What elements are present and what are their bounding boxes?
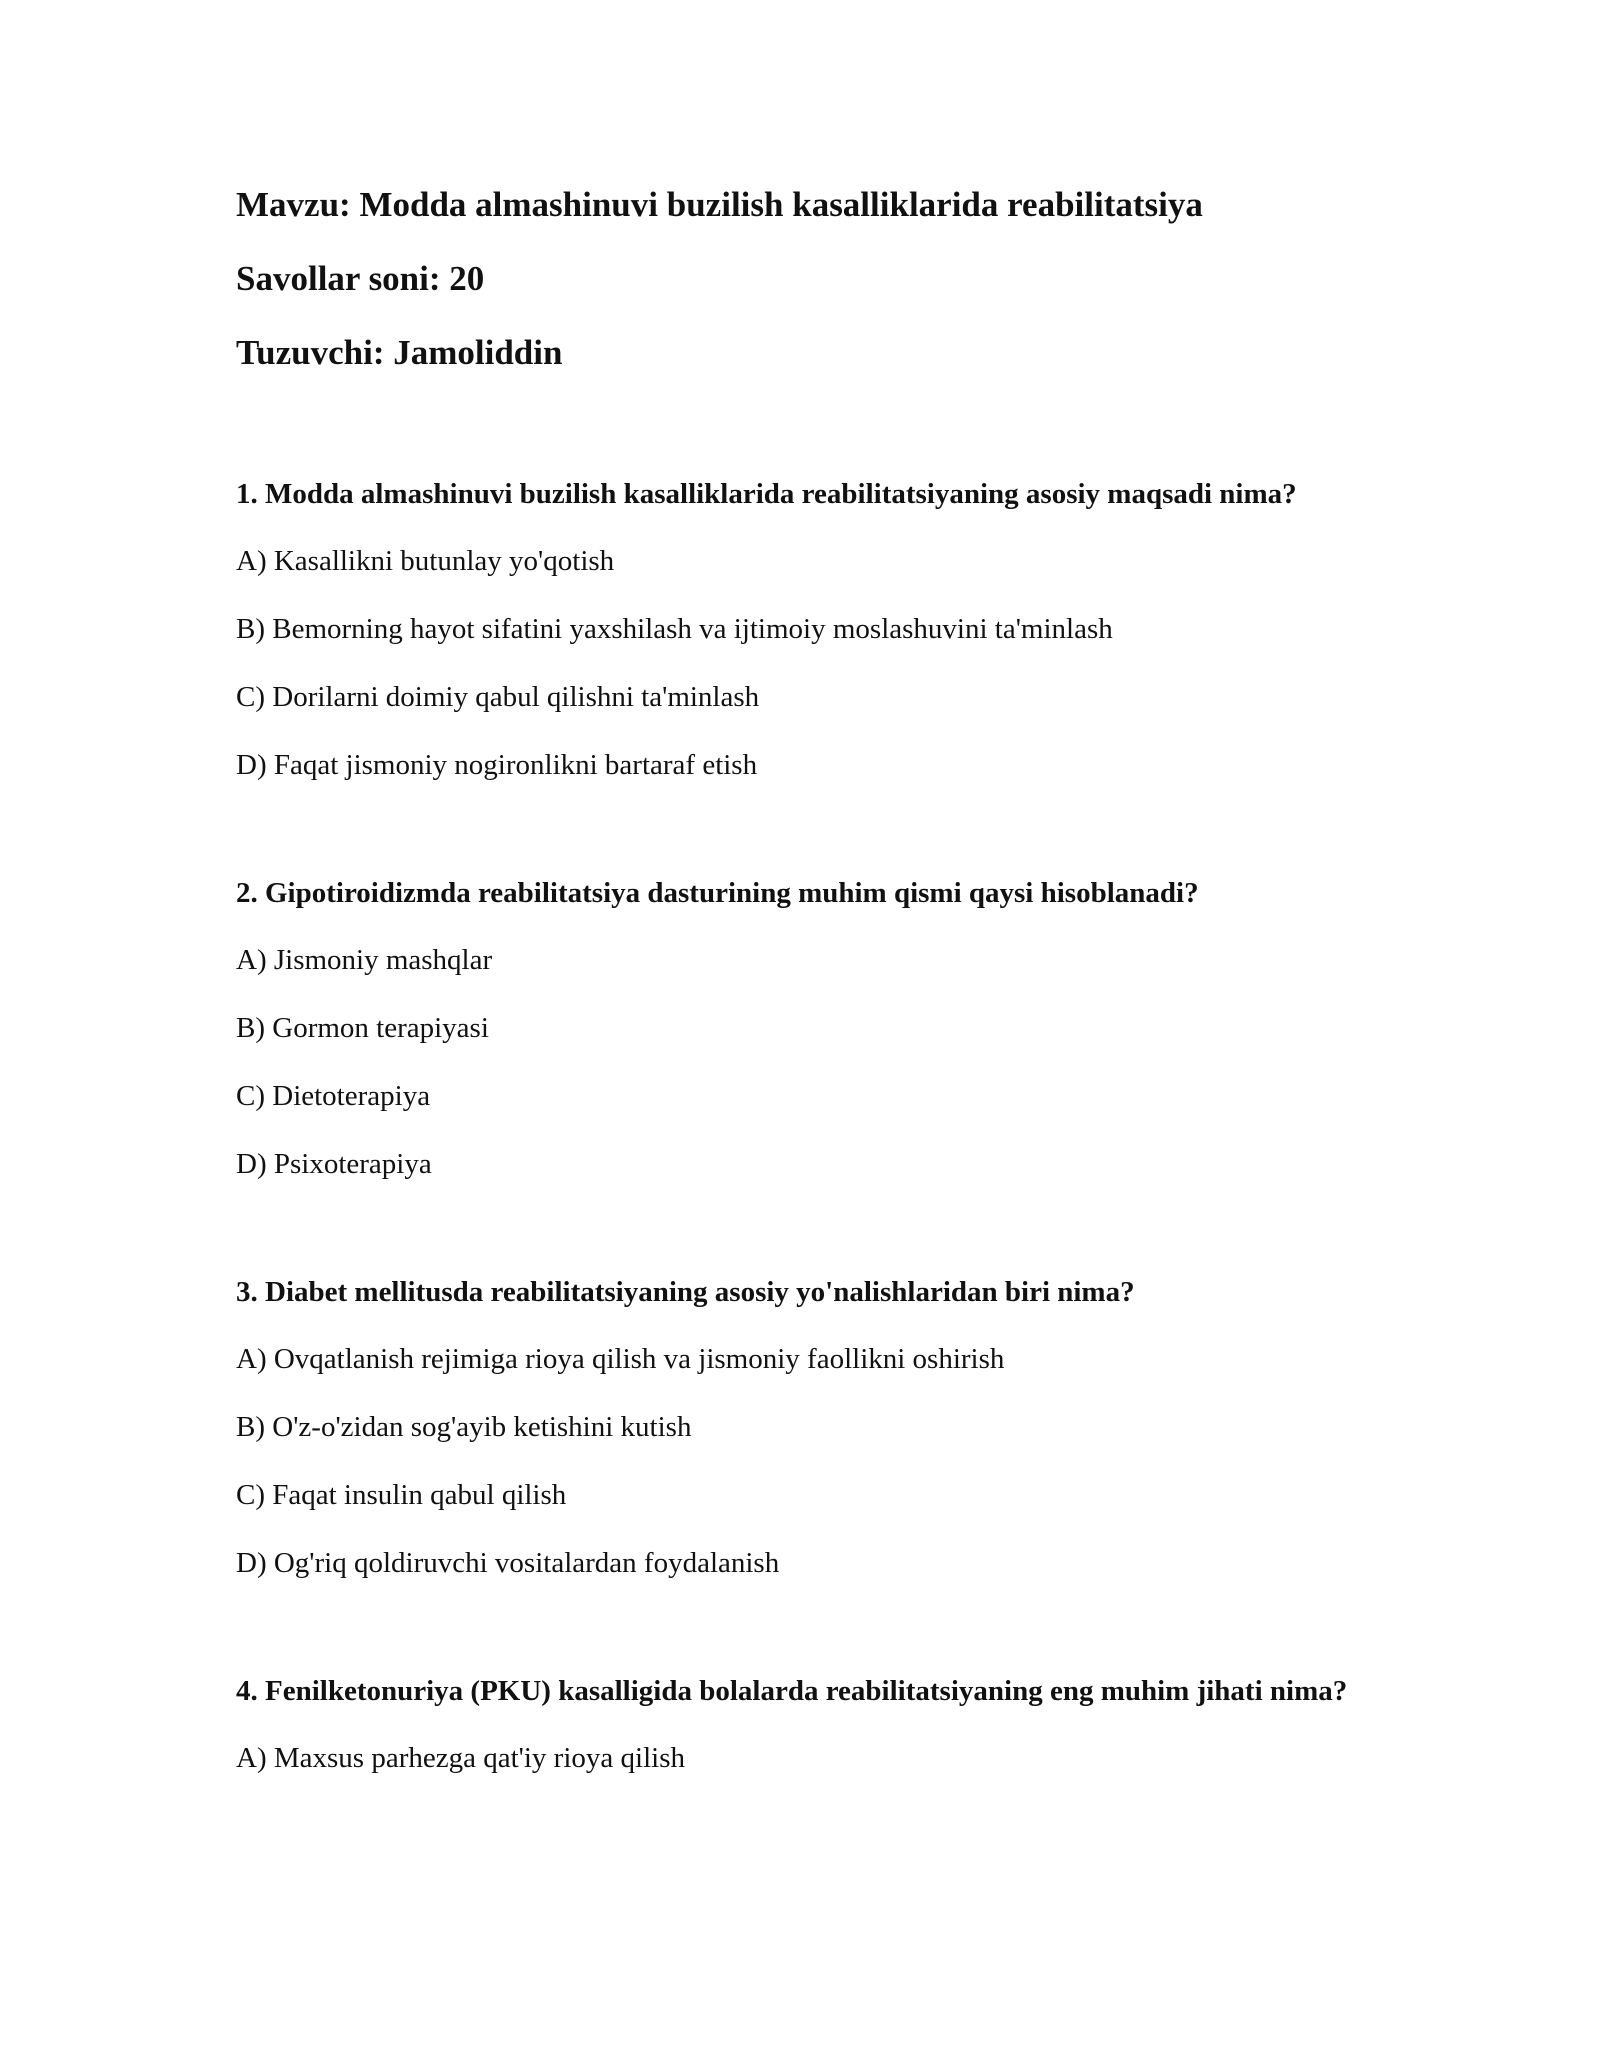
question-block-3 bbox=[236, 1272, 1366, 1583]
question-block-4 bbox=[236, 1671, 1366, 1778]
question-text: 3. Diabet mellitusda reabilitatsiyaning asosiy yo'nalishlaridan biri nima? bbox=[236, 1276, 1135, 1308]
answer-option-a: A) Ovqatlanish rejimiga rioya qilish va jismoniy faollikni oshirish bbox=[236, 1343, 1005, 1375]
answer-option-d: D) Faqat jismoniy nogironlikni bartaraf etish bbox=[236, 749, 758, 781]
answer-option-b: B) Bemorning hayot sifatini yaxshilash va ijtimoiy moslashuvini ta'minlash bbox=[236, 613, 1113, 645]
answer-option-b: B) Gormon terapiyasi bbox=[236, 1012, 489, 1044]
question-count: Savollar soni: 20 bbox=[236, 259, 485, 298]
question-block-1 bbox=[236, 474, 1366, 785]
question-text: 2. Gipotiroidizmda reabilitatsiya dasturining muhim qismi qaysi hisoblanadi? bbox=[236, 877, 1199, 909]
answer-option-a: A) Jismoniy mashqlar bbox=[236, 944, 493, 976]
question-block-2 bbox=[236, 873, 1366, 1184]
answer-option-a: A) Kasallikni butunlay yo'qotish bbox=[236, 545, 615, 577]
topic-title: Mavzu: Modda almashinuvi buzilish kasalliklarida reabilitatsiya bbox=[236, 185, 1203, 224]
answer-option-c: C) Faqat insulin qabul qilish bbox=[236, 1479, 567, 1511]
answer-option-c: C) Dietoterapiya bbox=[236, 1080, 431, 1112]
document-content bbox=[236, 184, 1366, 1866]
answer-option-a: A) Maxsus parhezga qat'iy rioya qilish bbox=[236, 1742, 685, 1774]
answer-option-d: D) Og'riq qoldiruvchi vositalardan foydalanish bbox=[236, 1547, 780, 1579]
answer-option-b: B) O'z-o'zidan sog'ayib ketishini kutish bbox=[236, 1411, 692, 1443]
answer-option-c: C) Dorilarni doimiy qabul qilishni ta'minlash bbox=[236, 681, 760, 713]
question-text: 1. Modda almashinuvi buzilish kasalliklarida reabilitatsiyaning asosiy maqsadi nima? bbox=[236, 478, 1297, 510]
author-line: Tuzuvchi: Jamoliddin bbox=[236, 333, 563, 372]
answer-option-d: D) Psixoterapiya bbox=[236, 1148, 432, 1180]
question-text: 4. Fenilketonuriya (PKU) kasalligida bolalarda reabilitatsiyaning eng muhim jihati nima? bbox=[236, 1675, 1348, 1707]
